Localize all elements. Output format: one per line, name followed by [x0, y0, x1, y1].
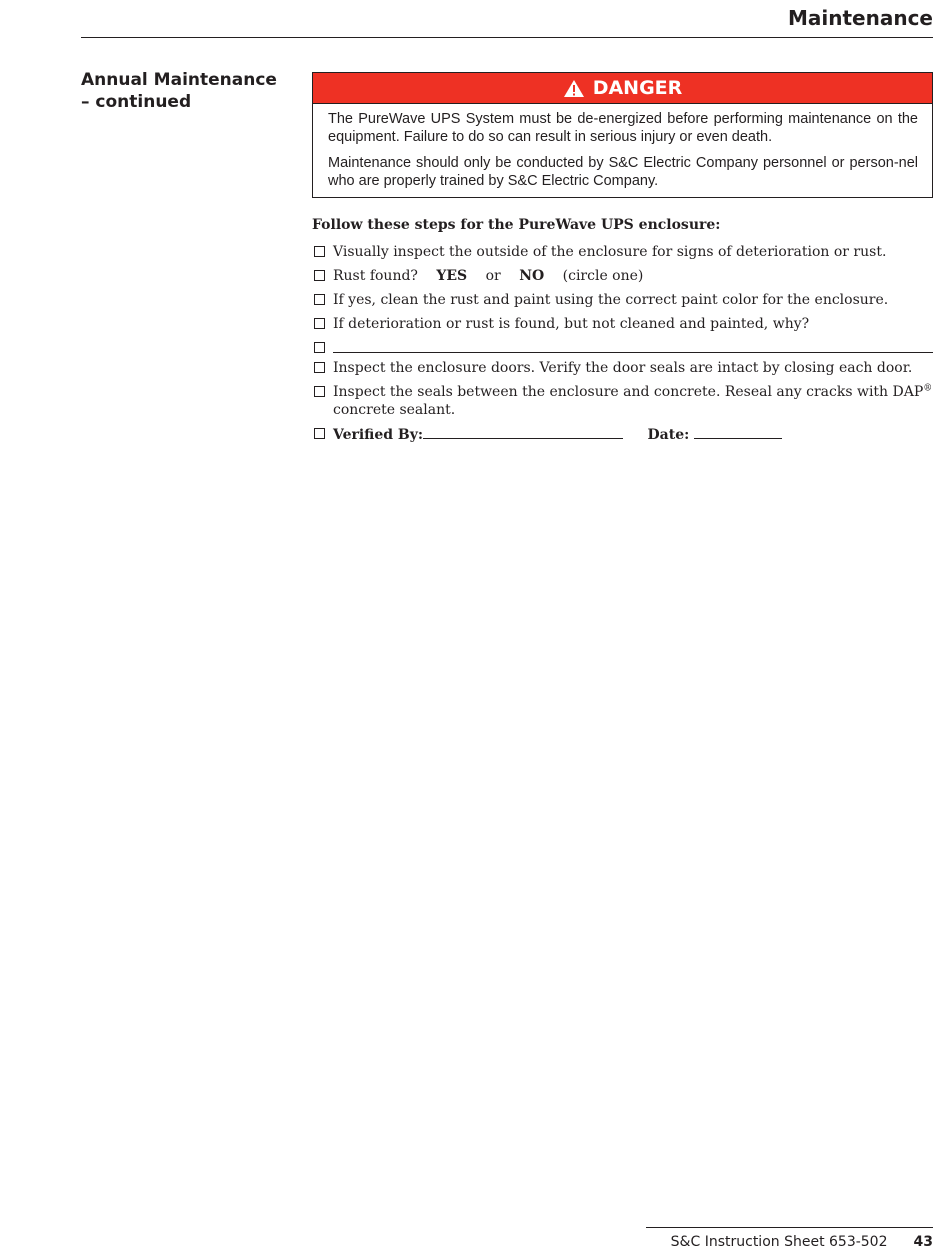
checkbox-icon[interactable]	[314, 246, 325, 257]
checklist-item	[312, 339, 933, 353]
page-number: 43	[913, 1234, 933, 1250]
registered-mark: ®	[923, 383, 933, 394]
header-divider	[81, 37, 933, 38]
checkbox-icon[interactable]	[314, 318, 325, 329]
rust-question-label: Rust found?	[333, 268, 418, 284]
checkbox-icon[interactable]	[314, 386, 325, 397]
checklist-item	[312, 315, 933, 333]
date-label: Date:	[647, 427, 690, 443]
side-heading	[81, 69, 281, 113]
yes-option[interactable]: YES	[436, 268, 468, 284]
seal-inspection-text: Inspect the seals between the enclosure and concrete. Reseal any cracks with DAP	[333, 384, 924, 400]
footer-divider	[646, 1227, 933, 1228]
danger-paragraph: The PureWave UPS System must be de-energized before performing maintenance on the equipment. Failure to do so can result in serious injury or even death.	[328, 111, 918, 145]
danger-body	[313, 104, 932, 197]
verification-line	[333, 425, 933, 444]
verified-by-label: Verified By:	[333, 427, 424, 443]
checklist-item	[312, 359, 933, 377]
danger-paragraph: Maintenance should only be conducted by S&C Electric Company personnel or person-nel who are properly trained by S&C Electric Company.	[328, 155, 918, 189]
steps-intro: Follow these steps for the PureWave UPS enclosure:	[312, 217, 721, 233]
checklist	[312, 243, 933, 450]
no-option[interactable]: NO	[519, 268, 545, 284]
checklist-item	[312, 243, 933, 261]
danger-banner	[313, 73, 932, 104]
checkbox-icon[interactable]	[314, 362, 325, 373]
checklist-item-text: Inspect the enclosure doors. Verify the door seals are intact by closing each door.	[333, 360, 913, 376]
checklist-item	[312, 425, 933, 444]
checkbox-icon[interactable]	[314, 294, 325, 305]
seal-inspection-text-cont: concrete sealant.	[333, 402, 456, 418]
or-text: or	[485, 268, 501, 284]
checkbox-icon[interactable]	[314, 270, 325, 281]
danger-box	[312, 72, 933, 198]
checklist-item-text: Visually inspect the outside of the enclosure for signs of deterioration or rust.	[333, 244, 887, 260]
checklist-item	[312, 291, 933, 309]
circle-one-hint: (circle one)	[562, 268, 644, 284]
side-heading-line2: – continued	[81, 92, 192, 112]
reason-blank-line[interactable]	[333, 339, 933, 353]
checkbox-icon[interactable]	[314, 428, 325, 439]
checklist-item-text: If yes, clean the rust and paint using the correct paint color for the enclosure.	[333, 292, 889, 308]
side-heading-line1: Annual Maintenance	[81, 70, 277, 90]
checklist-item	[312, 267, 933, 285]
footer	[671, 1234, 933, 1250]
section-title: Maintenance	[787, 6, 933, 30]
checklist-item-text	[333, 383, 933, 419]
checklist-item-text: If deterioration or rust is found, but not cleaned and painted, why?	[333, 316, 810, 332]
document-id: S&C Instruction Sheet 653-502	[670, 1234, 888, 1250]
danger-label: DANGER	[592, 77, 683, 99]
verified-by-blank[interactable]	[423, 425, 623, 439]
warning-triangle-icon	[563, 79, 585, 98]
checklist-item	[312, 383, 933, 419]
rust-question	[333, 267, 933, 285]
checkbox-icon[interactable]	[314, 342, 325, 353]
date-blank[interactable]	[694, 425, 782, 439]
